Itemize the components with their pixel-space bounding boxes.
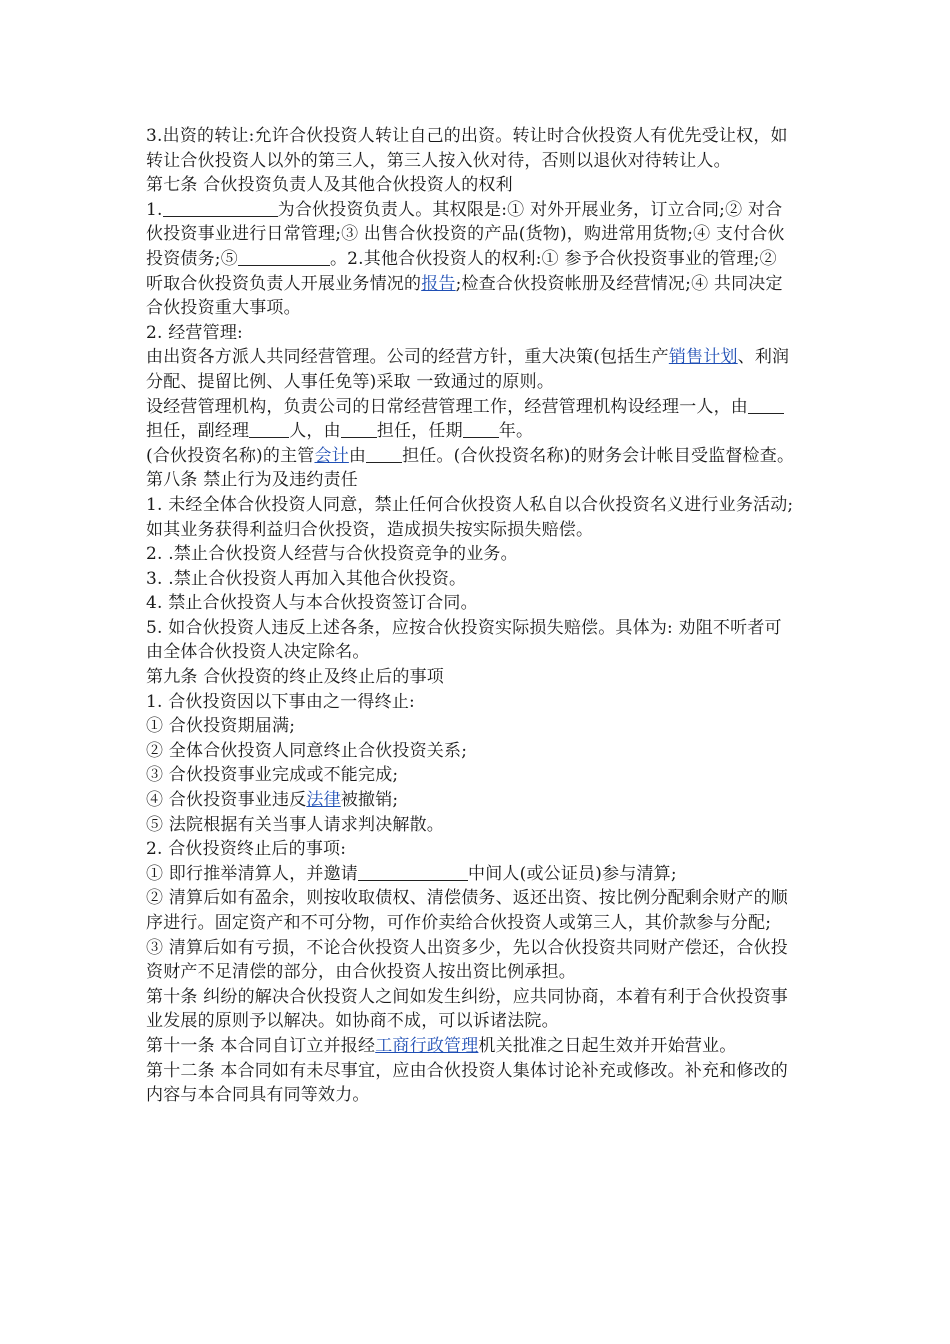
list-item [146,862,796,887]
text: 中间人(或公证员)参与清算; [468,863,677,884]
text: 担任。(合伙投资名称)的财务会计帐目受监督检查。 [402,445,795,466]
link-law[interactable]: 法律 [306,790,341,811]
list-item [146,788,796,813]
list-item: ② 全体合伙投资人同意终止合伙投资关系; [146,740,468,761]
link-report[interactable]: 报告 [421,273,456,294]
article-9-heading: 第九条 合伙投资的终止及终止后的事项 [146,667,445,688]
list-item: 1. 合伙投资因以下事由之一得终止: [146,691,415,712]
link-industry-admin[interactable]: 工商行政管理 [375,1035,479,1056]
text: 由出资各方派人共同经营管理。公司的经营方针，重大决策(包括生产 [146,347,669,368]
text: 年。 [498,421,534,442]
blank-line [238,249,330,266]
list-item: 2. .禁止合伙投资人经营与合伙投资竞争的业务。 [146,544,518,565]
text: (合伙投资名称)的主管 [146,445,315,466]
text: 被撤销; [340,790,399,811]
text: 设经营管理机构，负责公司的日常经营管理工作，经营管理机构设经理一人，由 [146,396,748,417]
list-item: 1. 未经全体合伙投资人同意，禁止任何合伙投资人私自以合伙投资名义进行业务活动;如其业务获得利益归合伙投资，造成损失按实际损失赔偿。 [146,494,794,540]
document-body [146,124,796,1108]
blank-line [163,200,278,217]
text: 1. [146,199,163,220]
list-item: ⑤ 法院根据有关当事人请求判决解散。 [146,814,445,835]
list-item: ① 合伙投资期届满; [146,716,296,737]
text: ① 即行推举清算人，并邀请 [146,863,359,884]
text: 担任，任期 [376,421,463,442]
text: ;检查合伙投资帐册及经营情况;④ 共同决定合伙投资重大事项。 [146,273,783,319]
article-10: 第十条 纠纷的解决合伙投资人之间如发生纠纷，应共同协商，本着有利于合伙投资事业发展的原则予以解决。如协商不成，可以诉诸法院。 [146,986,789,1032]
blank-line [366,446,402,463]
article-12: 第十二条 本合同如有未尽事宜，应由合伙投资人集体讨论补充或修改。补充和修改的内容与本合同具有同等效力。 [146,1060,789,1106]
paragraph-operations-heading: 2. 经营管理: [146,322,243,343]
article-11 [146,1034,796,1059]
article-7-heading: 第七条 合伙投资负责人及其他合伙投资人的权利 [146,175,513,196]
paragraph-management [146,345,796,394]
paragraph-capital-transfer: 3.出资的转让:允许合伙投资人转让自己的出资。转让时合伙投资人有优先受让权，如转让合伙投资人以外的第三人，第三人按入伙对待，否则以退伙对待转让人。 [146,126,788,171]
article-8-heading: 第八条 禁止行为及违约责任 [146,470,359,491]
text: 。2.其他合伙投资人的权利:① 参予合伙投资事业的管理;② 听取合伙投资负责人开展业务情况的 [146,248,777,294]
list-item: 3. .禁止合伙投资人再加入其他合伙投资。 [146,568,467,589]
paragraph-accounting [146,444,796,469]
blank-line [358,864,468,881]
list-item: ③ 清算后如有亏损，不论合伙投资人出资多少，先以合伙投资共同财产偿还，合伙投资财产不足清偿的部分，由合伙投资人按出资比例承担。 [146,937,789,983]
text: 担任，副经理 [146,421,250,442]
blank-line [463,421,499,438]
blank-line [748,397,784,414]
text: 、利润分配、提留比例、人事任免等)采取 一致通过的原则。 [146,347,790,392]
paragraph-management-body [146,395,796,444]
list-item: ③ 合伙投资事业完成或不能完成; [146,765,399,786]
list-item: 4. 禁止合伙投资人与本合伙投资签订合同。 [146,593,478,614]
paragraph-partner-rights [146,198,796,321]
blank-line [249,421,289,438]
text: 人，由 [289,421,341,442]
list-item: 5. 如合伙投资人违反上述各条，应按合伙投资实际损失赔偿。具体为: 劝阻不听者可由全体合伙投资人决定除名。 [146,617,782,663]
list-item: 2. 合伙投资终止后的事项: [146,839,347,860]
text: 第十一条 本合同自订立并报经 [146,1035,376,1056]
text: 机关批准之日起生效并开始营业。 [478,1035,737,1056]
text: 由 [348,445,367,466]
text: ④ 合伙投资事业违反 [146,790,307,811]
blank-line [341,421,377,438]
link-sales-plan[interactable]: 销售计划 [668,347,738,368]
list-item: ② 清算后如有盈余，则按收取债权、清偿债务、返还出资、按比例分配剩余财产的顺序进行。固定资产和不可分物，可作价卖给合伙投资人或第三人，其价款参与分配; [146,888,789,933]
text: 为合伙投资负责人。其权限是:① 对外开展业务，订立合同;② 对合伙投资事业进行日常管理;③ 出售合伙投资的产品(货物)，购进常用货物;④ 支付合伙投资债务;⑤ [146,199,785,269]
link-accounting[interactable]: 会计 [314,445,349,466]
